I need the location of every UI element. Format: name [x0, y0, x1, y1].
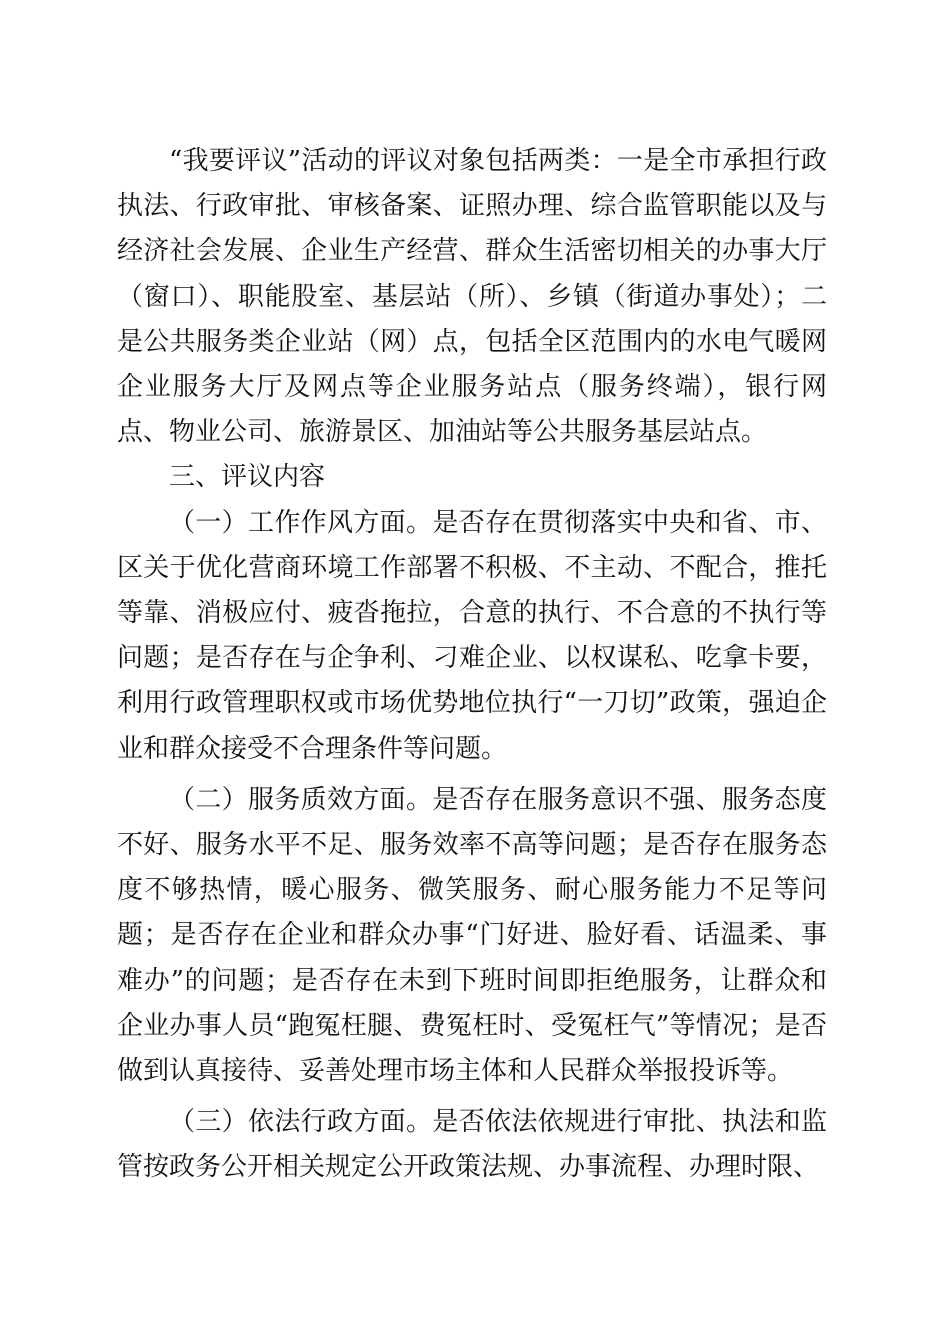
item-lawful-administration-lead: （三）依法行政方面。 — [169, 1107, 433, 1138]
intro-paragraph: “我要评议”活动的评议对象包括两类：一是全市承担行政执法、行政审批、审核备案、证照办理、综合监管职能以及与经济社会发展、企业生产经营、群众生活密切相关的办事大厅（窗口）、职能股室、基层站（所）、乡镇（街道办事处）；二是公共服务类企业站（网）点，包括全区范围内的水电气暖网企业服务大厅及网点等企业服务站点（服务终端），银行网点、物业公司、旅游景区、加油站等公共服务基层站点。 — [117, 146, 827, 448]
item-service-quality — [117, 778, 827, 1094]
document-body — [117, 139, 827, 1191]
section-heading: 三、评议内容 — [169, 462, 326, 493]
item-work-style-body: 是否存在贯彻落实中央和省、市、区关于优化营商环境工作部署不积极、不主动、不配合，推托等靠、消极应付、疲沓拖拉，合意的执行、不合意的不执行等问题；是否存在与企争利、刁难企业、以权谋私、吃拿卡要，利用行政管理职权或市场优势地位执行“一刀切”政策，强迫企业和群众接受不合理条件等问题。 — [117, 507, 827, 764]
item-lawful-administration-body: 是否依法依规进行审批、执法和监管按政务公开相关规定公开政策法规、办事流程、办理时限、 — [117, 1107, 827, 1183]
item-service-quality-body: 是否存在服务意识不强、服务态度不好、服务水平不足、服务效率不高等问题；是否存在服务态度不够热情，暖心服务、微笑服务、耐心服务能力不足等问题；是否存在企业和群众办事“门好进、脸好看、话温柔、事难办”的问题；是否存在未到下班时间即拒绝服务，让群众和企业办事人员“跑冤枉腿、费冤枉时、受冤枉气”等情况；是否做到认真接待、妥善处理市场主体和人民群众举报投诉等。 — [117, 784, 827, 1087]
item-work-style — [117, 501, 827, 772]
item-service-quality-lead: （二）服务质效方面。 — [169, 784, 433, 815]
item-work-style-lead: （一）工作作风方面。 — [169, 507, 433, 538]
item-lawful-administration — [117, 1100, 827, 1190]
